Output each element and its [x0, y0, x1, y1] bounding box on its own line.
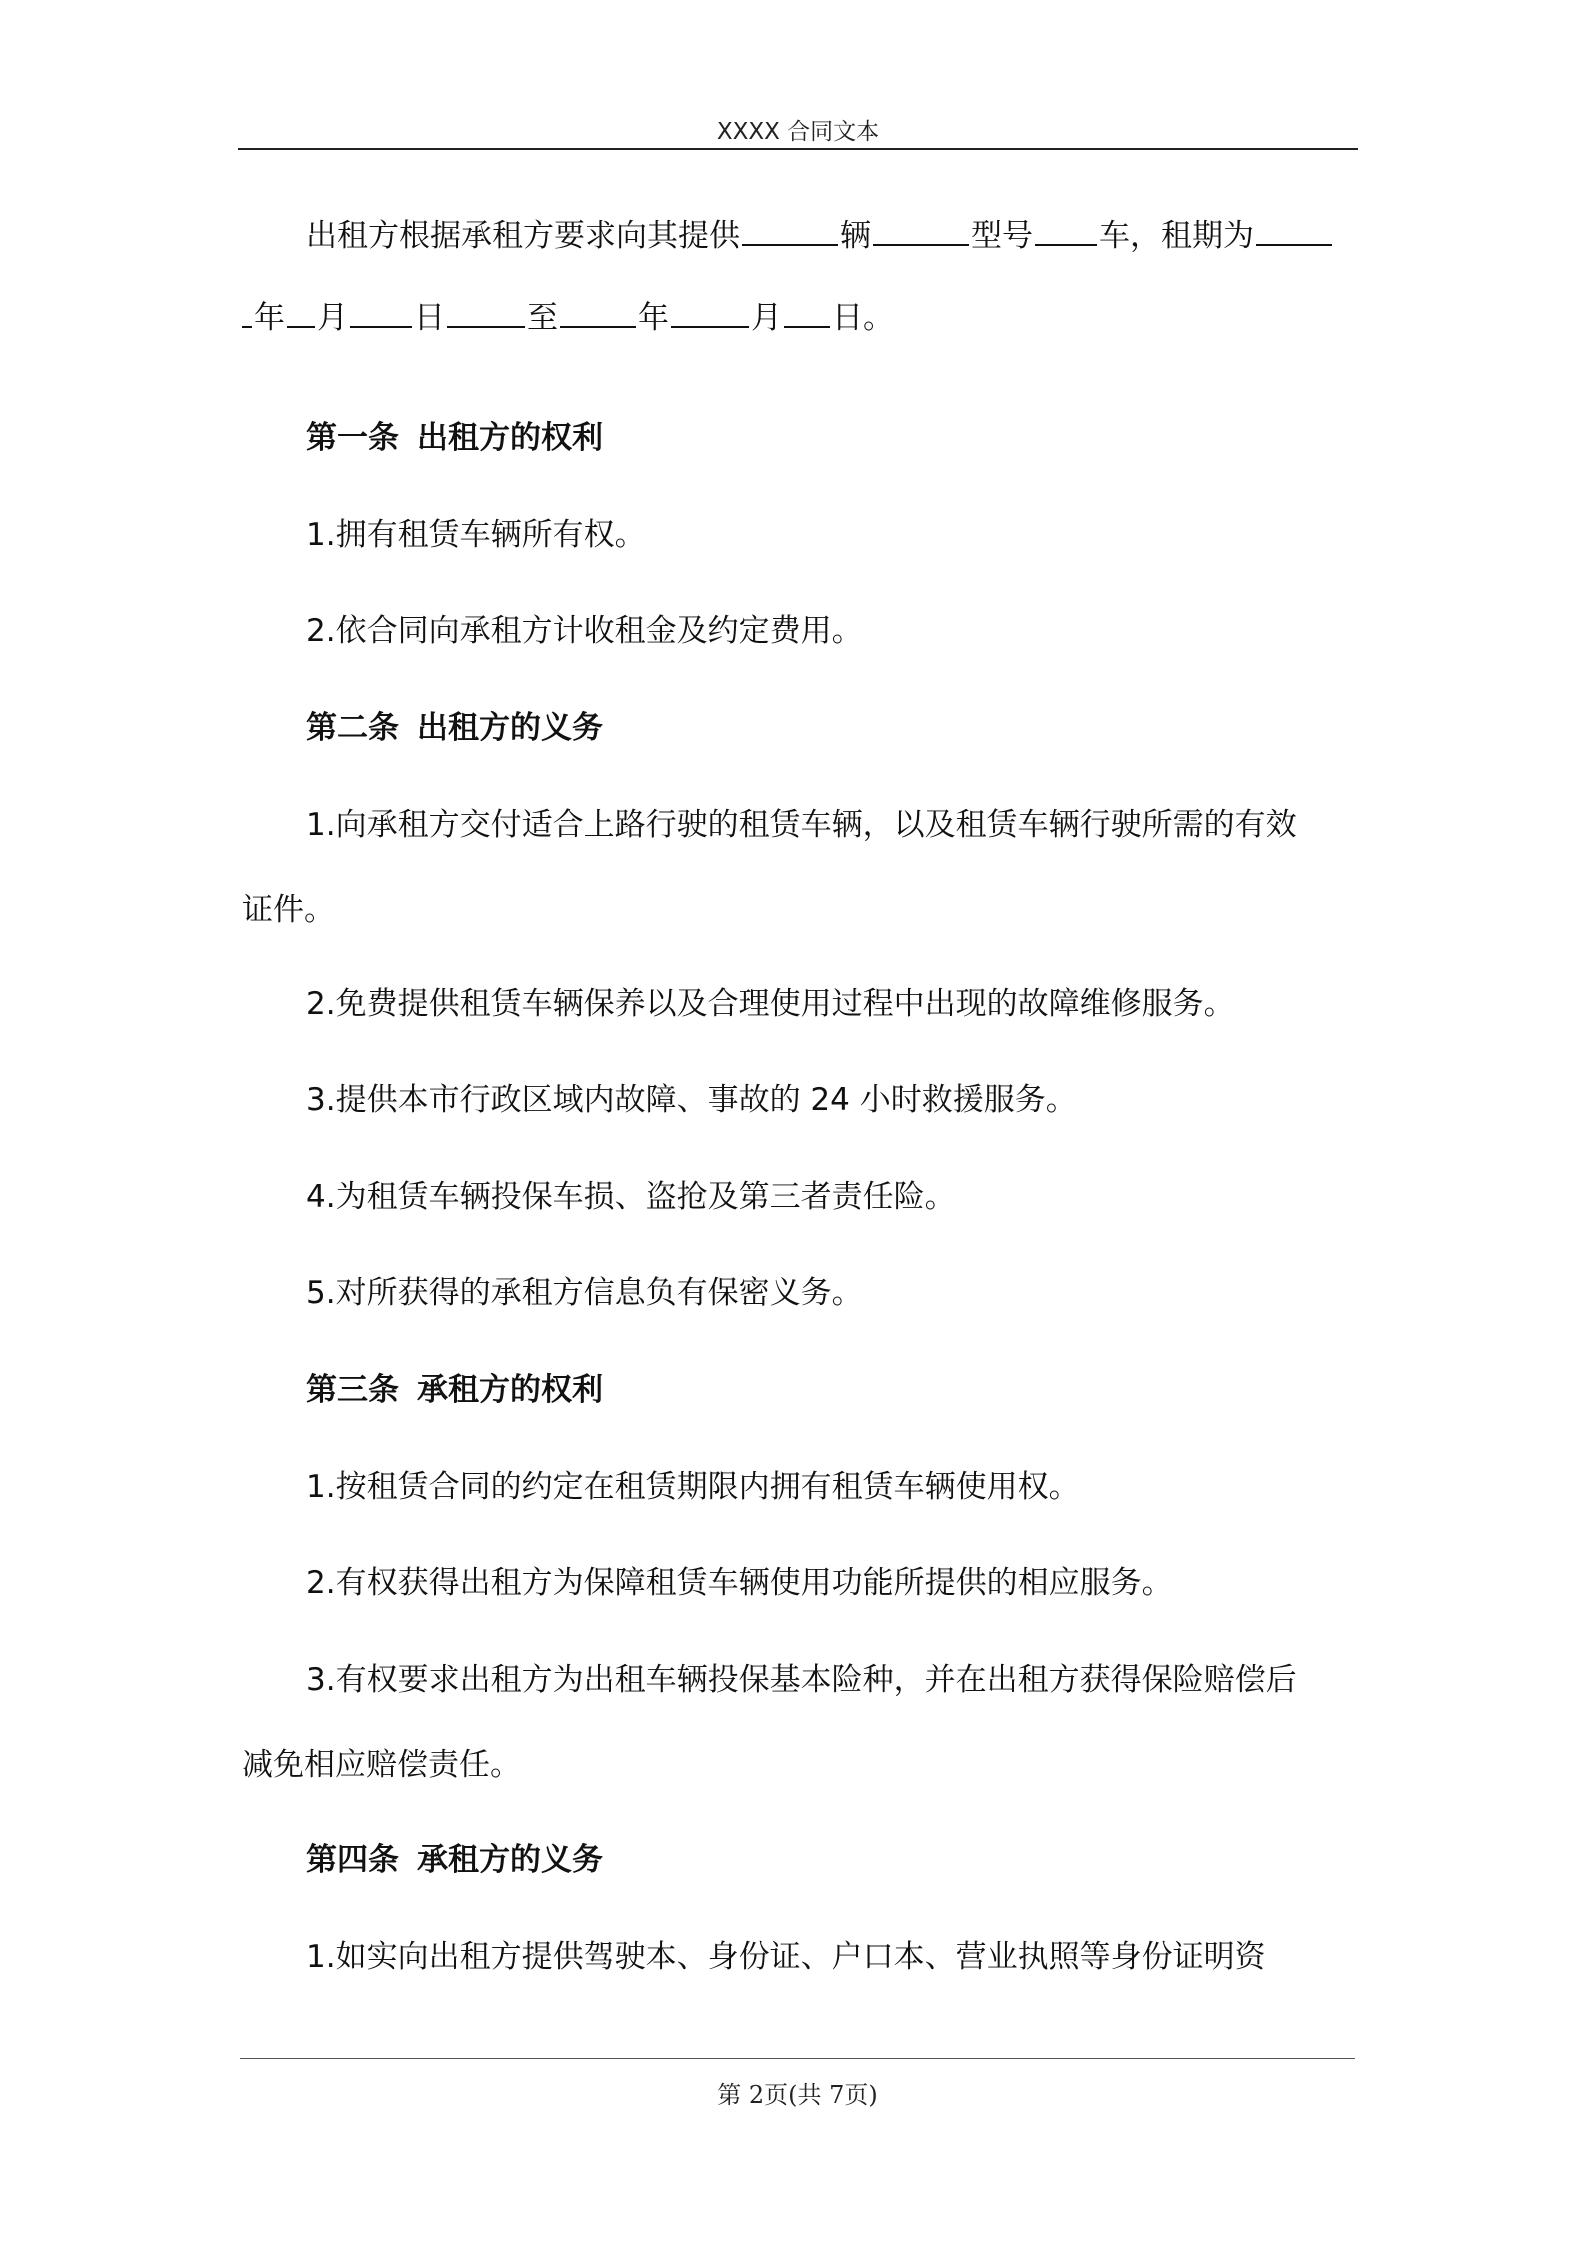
intro-text-unit: 辆: [840, 218, 871, 254]
intro-text-month-1: 月: [317, 300, 348, 336]
section-4-title: 承租方的义务: [417, 1842, 603, 1878]
section-3-title: 承租方的权利: [417, 1372, 603, 1408]
blank-model[interactable]: [873, 212, 969, 246]
header-divider: [238, 148, 1358, 150]
section-3-item-3: 3.有权要求出租方为出租车辆投保基本险种，并在出租方获得保险赔偿后: [306, 1662, 1297, 1698]
section-2-item-2: 2.免费提供租赁车辆保养以及合理使用过程中出现的故障维修服务。: [306, 986, 1235, 1022]
blank-car-type[interactable]: [1035, 212, 1097, 246]
intro-text-year-1: 年: [254, 300, 285, 336]
intro-text-year-2: 年: [638, 300, 669, 336]
blank-end-day[interactable]: [784, 294, 830, 328]
intro-text-day-1: 日: [414, 300, 445, 336]
section-3-item-2: 2.有权获得出租方为保障租赁车辆使用功能所提供的相应服务。: [306, 1565, 1173, 1601]
intro-text-model: 型号: [971, 218, 1033, 254]
blank-start-month[interactable]: [287, 294, 315, 328]
section-1-title: 出租方的权利: [417, 420, 603, 456]
intro-line-1: [306, 212, 1334, 256]
intro-text-term: 车，租期为: [1099, 218, 1254, 254]
section-3-number: 第三条: [306, 1372, 399, 1408]
section-2-item-1: 1.向承租方交付适合上路行驶的租赁车辆，以及租赁车辆行驶所需的有效: [306, 807, 1297, 843]
section-2-title: 出租方的义务: [417, 710, 603, 746]
intro-text-month-2: 月: [751, 300, 782, 336]
blank-vehicle-count[interactable]: [742, 212, 838, 246]
section-2-number: 第二条: [306, 710, 399, 746]
section-1-item-2: 2.依合同向承租方计收租金及约定费用。: [306, 613, 863, 649]
section-2-heading: [306, 708, 603, 748]
section-1-number: 第一条: [306, 420, 399, 456]
intro-line-2: [242, 294, 894, 338]
intro-text-day-2: 日。: [832, 300, 894, 336]
intro-text-provide: 出租方根据承租方要求向其提供: [306, 218, 740, 254]
section-1-heading: [306, 418, 603, 458]
section-2-item-1-cont: 证件。: [242, 892, 335, 928]
intro-text-to: 至: [527, 300, 558, 336]
section-4-number: 第四条: [306, 1842, 399, 1878]
section-1-item-1: 1.拥有租赁车辆所有权。: [306, 517, 646, 553]
section-3-item-1: 1.按租赁合同的约定在租赁期限内拥有租赁车辆使用权。: [306, 1469, 1080, 1505]
section-4-heading: [306, 1840, 603, 1880]
page-number: 第 2页(共 7页): [717, 2081, 878, 2109]
section-2-item-3: 3.提供本市行政区域内故障、事故的 24 小时救援服务。: [306, 1082, 1077, 1118]
blank-start-day[interactable]: [350, 294, 412, 328]
section-3-item-3-cont: 减免相应赔偿责任。: [242, 1747, 521, 1783]
blank-end-month[interactable]: [671, 294, 749, 328]
section-4-item-1: 1.如实向出租方提供驾驶本、身份证、户口本、营业执照等身份证明资: [306, 1939, 1266, 1975]
blank-end-year[interactable]: [560, 294, 636, 328]
blank-term-start-year-b[interactable]: [242, 294, 252, 328]
footer-divider: [240, 2058, 1355, 2059]
page-header-title: XXXX 合同文本: [716, 119, 880, 145]
section-3-heading: [306, 1370, 603, 1410]
section-2-item-5: 5.对所获得的承租方信息负有保密义务。: [306, 1275, 863, 1311]
blank-start-extra[interactable]: [447, 294, 525, 328]
section-2-item-4: 4.为租赁车辆投保车损、盗抢及第三者责任险。: [306, 1179, 956, 1215]
blank-term-start-year-a[interactable]: [1256, 212, 1332, 246]
